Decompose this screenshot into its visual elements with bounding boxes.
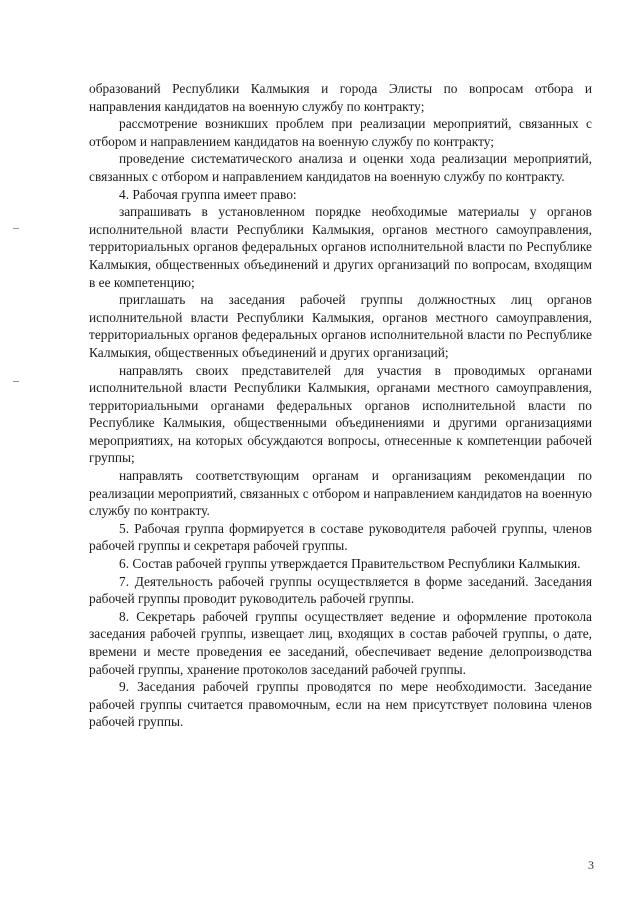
paragraph: 8. Секретарь рабочей группы осуществляет ведение и оформление протокола заседания рабочей группы, извещает лиц, входящих в состав рабочей группы, о дате, времени и месте проведения ее заседаний, обеспечивает ведение делопроизводства рабочей группы, хранение протоколов заседаний рабочей группы. xyxy=(89,608,592,677)
section-heading: 4. Рабочая группа имеет право: xyxy=(119,186,297,202)
paragraph: 7. Деятельность рабочей группы осуществляется в форме заседаний. Заседания рабочей группы проводит руководитель рабочей группы. xyxy=(89,573,592,607)
paragraph: приглашать на заседания рабочей группы должностных лиц органов исполнительной власти Республики Калмыкия, органов местного самоуправления, территориальных органов федеральных органов исполнительной власти по Республике Калмыкия, общественных объединений и других организаций; xyxy=(89,292,592,360)
paragraph: 6. Состав рабочей группы утверждается Правительством Республики Калмыкия. xyxy=(119,556,581,572)
paragraph: образований Республики Калмыкия и города Элисты по вопросам отбора и направления кандидатов на военную службу по контракту; xyxy=(89,81,592,114)
paragraph: 5. Рабочая группа формируется в составе руководителя рабочей группы, членов рабочей группы и секретаря рабочей группы. xyxy=(89,520,592,554)
document-body xyxy=(89,80,592,731)
paragraph: направлять соответствующим органам и организациям рекомендации по реализации мероприятий, связанных с отбором и направлением кандидатов на военную службу по контракту. xyxy=(89,468,592,519)
scan-margin-mark xyxy=(13,228,19,229)
paragraph: направлять своих представителей для участия в проводимых органами исполнительной власти Республики Калмыкия, органами местного самоуправления, территориальными органами федеральных органов исполнительной власти по Республике Калмыкия, общественными объединениями и другими организациями мероприятиях, на которых обсуждаются вопросы, отнесенные к компетенции рабочей группы; xyxy=(89,362,592,466)
paragraph: запрашивать в установленном порядке необходимые материалы у органов исполнительной власти Республики Калмыкия, органов местного самоуправления, территориальных органов федеральных органов исполнительной власти по Республике Калмыкия, общественных объединений и других организаций по вопросам, входящим в ее компетенцию; xyxy=(89,204,592,290)
page-number: 3 xyxy=(588,858,594,872)
paragraph: рассмотрение возникших проблем при реализации мероприятий, связанных с отбором и направлением кандидатов на военную службу по контракту; xyxy=(89,116,592,149)
paragraph: проведение систематического анализа и оценки хода реализации мероприятий, связанных с отбором и направлением кандидатов на военную службу по контракту. xyxy=(89,151,592,184)
scan-margin-mark xyxy=(13,381,19,382)
paragraph: 9. Заседания рабочей группы проводятся по мере необходимости. Заседание рабочей группы считается правомочным, если на нем присутствует половина членов рабочей группы. xyxy=(89,679,592,730)
